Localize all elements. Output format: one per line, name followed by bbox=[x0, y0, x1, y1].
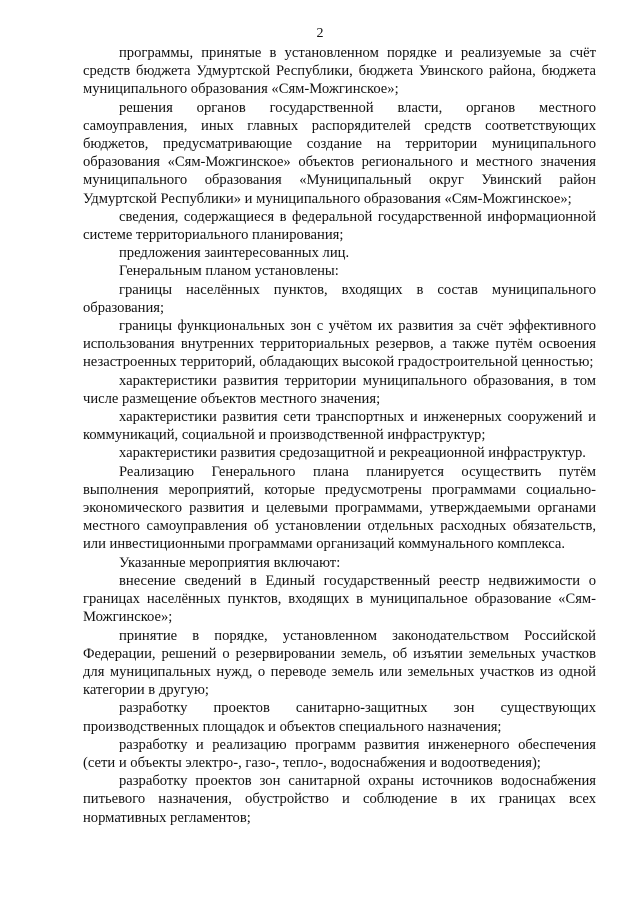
paragraph-land-reservation: принятие в порядке, установленном законодательством Российской Федерации, решений о резервировании земель, об изъятии земельных участков для муниципальных нужд, о переводе земель или земельных участков из одной категории в другую; bbox=[83, 627, 596, 699]
page-number: 2 bbox=[316, 26, 324, 41]
paragraph-implementation: Реализацию Генерального плана планируется осуществить путём выполнения мероприятий, которые предусмотрены программами социально-экономического развития и целевыми программами, утверждаемыми органами местного самоуправления об установлении отдельных расходных обязательств, или инвестиционными программами организаций коммунального комплекса. bbox=[83, 463, 596, 553]
paragraph-sanitary-zones: разработку проектов санитарно-защитных зон существующих производственных площадок и объектов специального назначения; bbox=[83, 700, 596, 735]
paragraph-decisions: решения органов государственной власти, органов местного самоуправления, иных главных распорядителей средств соответствующих бюджетов, предусматривающие создание на территории муниципального образования «Сям-Можгинское» объектов регионального и местного значения муниципального образования «Муниципальный округ Увинский район Удмуртской Республики» и муниципального образования «Сям-Можгинское»; bbox=[83, 99, 596, 207]
paragraph-settlement-boundaries: границы населённых пунктов, входящих в состав муниципального образования; bbox=[83, 281, 596, 316]
paragraph-territory-development: характеристики развития территории муниципального образования, в том числе размещение объектов местного значения; bbox=[83, 372, 596, 407]
paragraph-information-system: сведения, содержащиеся в федеральной государственной информационной системе территориального планирования; bbox=[83, 208, 596, 244]
paragraph-established-heading: Генеральным планом установлены: bbox=[119, 263, 339, 280]
paragraph-programs: программы, принятые в установленном порядке и реализуемые за счёт средств бюджета Удмуртской Республики, бюджета Увинского района, бюджета муниципального образования «Сям-Можгинское»; bbox=[83, 45, 596, 98]
paragraph-engineering-programs: разработку и реализацию программ развития инженерного обеспечения (сети и объекты электро-, газо-, тепло-, водоснабжения и водоотведения); bbox=[83, 736, 596, 771]
document-body bbox=[83, 44, 596, 827]
paragraph-measures-heading: Указанные мероприятия включают: bbox=[119, 554, 341, 571]
paragraph-transport-engineering: характеристики развития сети транспортных и инженерных сооружений и коммуникаций, социальной и производственной инфраструктур; bbox=[83, 409, 596, 444]
paragraph-environmental: характеристики развития средозащитной и рекреационной инфраструктур. bbox=[119, 445, 586, 462]
paragraph-water-protection: разработку проектов зон санитарной охраны источников водоснабжения питьевого назначения, обустройство и соблюдение в их границах всех нормативных регламентов; bbox=[83, 773, 596, 826]
paragraph-functional-zones: границы функциональных зон с учётом их развития за счёт эффективного использования внутренних территориальных резервов, а также путём освоения незастроенных территорий, обладающих высокой градостроительной ценностью; bbox=[83, 318, 596, 371]
paragraph-proposals: предложения заинтересованных лиц. bbox=[119, 245, 350, 262]
paragraph-registry: внесение сведений в Единый государственный реестр недвижимости о границах населённых пунктов, входящих в муниципальное образование «Сям-Можгинское»; bbox=[83, 572, 596, 626]
